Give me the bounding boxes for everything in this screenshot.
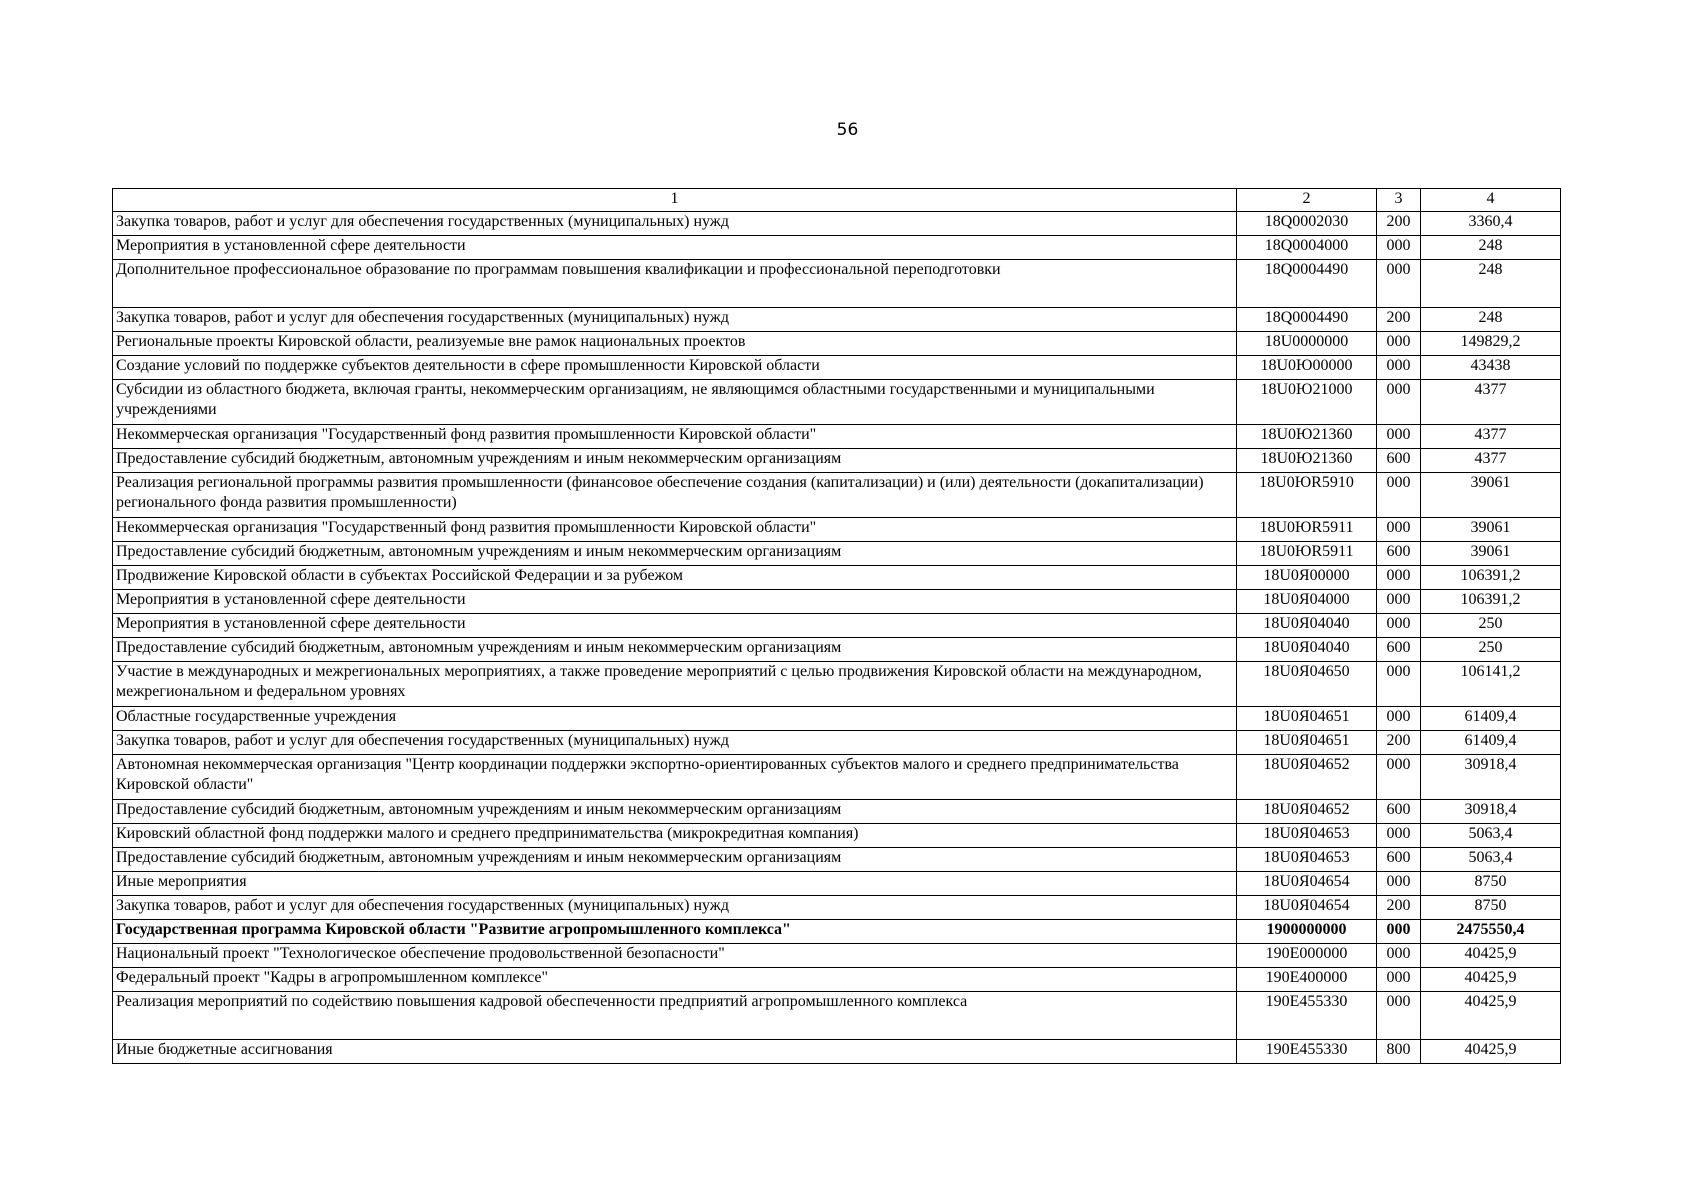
table-row (113, 380, 1561, 425)
table-row (113, 518, 1561, 542)
row-name: Предоставление субсидий бюджетным, автономным учреждениям и иным некоммерческим организациям (113, 542, 1237, 566)
row-amount: 39061 (1421, 542, 1561, 566)
table-row (113, 848, 1561, 872)
table-row (113, 944, 1561, 968)
row-type: 600 (1377, 848, 1421, 872)
row-amount: 250 (1421, 614, 1561, 638)
row-type: 000 (1377, 662, 1421, 707)
row-name: Предоставление субсидий бюджетным, автономным учреждениям и иным некоммерческим организациям (113, 638, 1237, 662)
row-code: 18U0ЮR5910 (1237, 473, 1377, 518)
row-type: 000 (1377, 707, 1421, 731)
row-type: 000 (1377, 614, 1421, 638)
table-row (113, 755, 1561, 800)
row-name: Иные бюджетные ассигнования (113, 1040, 1237, 1064)
row-type: 800 (1377, 1040, 1421, 1064)
row-amount: 5063,4 (1421, 848, 1561, 872)
row-code: 190E455330 (1237, 992, 1377, 1040)
row-type: 200 (1377, 731, 1421, 755)
row-amount: 30918,4 (1421, 800, 1561, 824)
table-row (113, 968, 1561, 992)
row-code: 18U0Ю21360 (1237, 425, 1377, 449)
row-amount: 2475550,4 (1421, 920, 1561, 944)
row-type: 200 (1377, 308, 1421, 332)
table-row (113, 356, 1561, 380)
header-col-4: 4 (1421, 189, 1561, 212)
row-code: 18U0Я04654 (1237, 872, 1377, 896)
row-type: 200 (1377, 212, 1421, 236)
row-code: 190E455330 (1237, 1040, 1377, 1064)
row-code: 1900000000 (1237, 920, 1377, 944)
row-amount: 43438 (1421, 356, 1561, 380)
header-col-3: 3 (1377, 189, 1421, 212)
row-code: 18U0Ю21000 (1237, 380, 1377, 425)
row-type: 000 (1377, 824, 1421, 848)
row-code: 18U0Я04652 (1237, 755, 1377, 800)
table-row (113, 614, 1561, 638)
row-name: Государственная программа Кировской области "Развитие агропромышленного комплекса" (113, 920, 1237, 944)
table-header-row (113, 189, 1561, 212)
row-name: Закупка товаров, работ и услуг для обеспечения государственных (муниципальных) нужд (113, 308, 1237, 332)
row-type: 000 (1377, 968, 1421, 992)
table-row (113, 449, 1561, 473)
row-name: Закупка товаров, работ и услуг для обеспечения государственных (муниципальных) нужд (113, 896, 1237, 920)
row-type: 000 (1377, 944, 1421, 968)
row-amount: 149829,2 (1421, 332, 1561, 356)
table-row (113, 308, 1561, 332)
row-name: Продвижение Кировской области в субъектах Российской Федерации и за рубежом (113, 566, 1237, 590)
table-row (113, 332, 1561, 356)
row-code: 190E000000 (1237, 944, 1377, 968)
table-row (113, 800, 1561, 824)
row-name: Мероприятия в установленной сфере деятельности (113, 236, 1237, 260)
row-name: Дополнительное профессиональное образование по программам повышения квалификации и профессиональной переподготовки (113, 260, 1237, 308)
table-row (113, 236, 1561, 260)
row-type: 000 (1377, 473, 1421, 518)
table-row (113, 260, 1561, 308)
table-row (113, 992, 1561, 1040)
row-type: 000 (1377, 755, 1421, 800)
row-amount: 39061 (1421, 473, 1561, 518)
row-code: 18U0Я04000 (1237, 590, 1377, 614)
row-type: 600 (1377, 638, 1421, 662)
table-row (113, 872, 1561, 896)
row-type: 000 (1377, 380, 1421, 425)
row-amount: 61409,4 (1421, 731, 1561, 755)
row-name: Национальный проект "Технологическое обеспечение продовольственной безопасности" (113, 944, 1237, 968)
table-row (113, 212, 1561, 236)
row-type: 000 (1377, 260, 1421, 308)
row-name: Некоммерческая организация "Государственный фонд развития промышленности Кировской области" (113, 425, 1237, 449)
row-code: 18Q0004000 (1237, 236, 1377, 260)
table-row (113, 542, 1561, 566)
table-row (113, 473, 1561, 518)
row-name: Предоставление субсидий бюджетным, автономным учреждениям и иным некоммерческим организациям (113, 800, 1237, 824)
row-amount: 4377 (1421, 380, 1561, 425)
row-amount: 106391,2 (1421, 590, 1561, 614)
table-row (113, 920, 1561, 944)
row-code: 190E400000 (1237, 968, 1377, 992)
row-name: Участие в международных и межрегиональных мероприятиях, а также проведение мероприятий с целью продвижения Кировской области на международном, межрегиональном и федеральном уровнях (113, 662, 1237, 707)
table-row (113, 707, 1561, 731)
row-type: 000 (1377, 425, 1421, 449)
row-amount: 8750 (1421, 872, 1561, 896)
table-row (113, 590, 1561, 614)
row-code: 18U0Я04653 (1237, 824, 1377, 848)
row-name: Субсидии из областного бюджета, включая гранты, некоммерческим организациям, не являющимся областными государственными и муниципальными учреждениями (113, 380, 1237, 425)
row-code: 18Q0004490 (1237, 308, 1377, 332)
row-type: 600 (1377, 542, 1421, 566)
row-code: 18U0Я04040 (1237, 638, 1377, 662)
row-type: 000 (1377, 590, 1421, 614)
row-code: 18U0ЮR5911 (1237, 518, 1377, 542)
row-amount: 248 (1421, 308, 1561, 332)
row-name: Реализация региональной программы развития промышленности (финансовое обеспечение создания (капитализации) и (или) деятельности (докапитализации) регионального фонда развития промышленности) (113, 473, 1237, 518)
row-code: 18U0Ю21360 (1237, 449, 1377, 473)
row-amount: 106141,2 (1421, 662, 1561, 707)
header-col-1: 1 (113, 189, 1237, 212)
budget-table (112, 188, 1561, 1064)
page-number: 56 (836, 120, 859, 140)
row-name: Областные государственные учреждения (113, 707, 1237, 731)
row-name: Предоставление субсидий бюджетным, автономным учреждениям и иным некоммерческим организациям (113, 449, 1237, 473)
row-code: 18U0Я04651 (1237, 731, 1377, 755)
table-row (113, 638, 1561, 662)
row-code: 18U0Я04651 (1237, 707, 1377, 731)
row-name: Иные мероприятия (113, 872, 1237, 896)
row-code: 18U0Я04652 (1237, 800, 1377, 824)
row-type: 000 (1377, 332, 1421, 356)
row-name: Закупка товаров, работ и услуг для обеспечения государственных (муниципальных) нужд (113, 212, 1237, 236)
row-type: 000 (1377, 356, 1421, 380)
row-amount: 250 (1421, 638, 1561, 662)
row-amount: 61409,4 (1421, 707, 1561, 731)
table-row (113, 896, 1561, 920)
row-code: 18Q0004490 (1237, 260, 1377, 308)
table-row (113, 1040, 1561, 1064)
row-type: 000 (1377, 872, 1421, 896)
table-row (113, 662, 1561, 707)
row-type: 000 (1377, 518, 1421, 542)
row-name: Предоставление субсидий бюджетным, автономным учреждениям и иным некоммерческим организациям (113, 848, 1237, 872)
row-type: 000 (1377, 992, 1421, 1040)
row-code: 18U0000000 (1237, 332, 1377, 356)
row-name: Создание условий по поддержке субъектов деятельности в сфере промышленности Кировской области (113, 356, 1237, 380)
table-row (113, 566, 1561, 590)
row-amount: 4377 (1421, 425, 1561, 449)
row-name: Мероприятия в установленной сфере деятельности (113, 590, 1237, 614)
table-row (113, 425, 1561, 449)
row-type: 000 (1377, 236, 1421, 260)
row-amount: 4377 (1421, 449, 1561, 473)
row-code: 18U0Я04654 (1237, 896, 1377, 920)
row-name: Некоммерческая организация "Государственный фонд развития промышленности Кировской области" (113, 518, 1237, 542)
row-amount: 40425,9 (1421, 992, 1561, 1040)
row-name: Кировский областной фонд поддержки малого и среднего предпринимательства (микрокредитная компания) (113, 824, 1237, 848)
row-amount: 3360,4 (1421, 212, 1561, 236)
row-name: Мероприятия в установленной сфере деятельности (113, 614, 1237, 638)
row-code: 18U0Я00000 (1237, 566, 1377, 590)
row-name: Автономная некоммерческая организация "Центр координации поддержки экспортно-ориентированных субъектов малого и среднего предпринимательства Кировской области" (113, 755, 1237, 800)
row-amount: 8750 (1421, 896, 1561, 920)
row-type: 600 (1377, 800, 1421, 824)
row-type: 600 (1377, 449, 1421, 473)
row-amount: 40425,9 (1421, 968, 1561, 992)
row-code: 18U0Я04653 (1237, 848, 1377, 872)
row-name: Закупка товаров, работ и услуг для обеспечения государственных (муниципальных) нужд (113, 731, 1237, 755)
row-amount: 30918,4 (1421, 755, 1561, 800)
row-type: 000 (1377, 920, 1421, 944)
row-code: 18Q0002030 (1237, 212, 1377, 236)
row-code: 18U0Я04650 (1237, 662, 1377, 707)
row-amount: 248 (1421, 236, 1561, 260)
row-amount: 40425,9 (1421, 1040, 1561, 1064)
row-name: Федеральный проект "Кадры в агропромышленном комплексе" (113, 968, 1237, 992)
row-amount: 39061 (1421, 518, 1561, 542)
row-type: 200 (1377, 896, 1421, 920)
row-amount: 248 (1421, 260, 1561, 308)
row-name: Региональные проекты Кировской области, реализуемые вне рамок национальных проектов (113, 332, 1237, 356)
row-code: 18U0Я04040 (1237, 614, 1377, 638)
row-type: 000 (1377, 566, 1421, 590)
row-amount: 5063,4 (1421, 824, 1561, 848)
row-name: Реализация мероприятий по содействию повышения кадровой обеспеченности предприятий агропромышленного комплекса (113, 992, 1237, 1040)
table-row (113, 824, 1561, 848)
row-amount: 106391,2 (1421, 566, 1561, 590)
row-code: 18U0ЮR5911 (1237, 542, 1377, 566)
table-row (113, 731, 1561, 755)
row-code: 18U0Ю00000 (1237, 356, 1377, 380)
header-col-2: 2 (1237, 189, 1377, 212)
row-amount: 40425,9 (1421, 944, 1561, 968)
